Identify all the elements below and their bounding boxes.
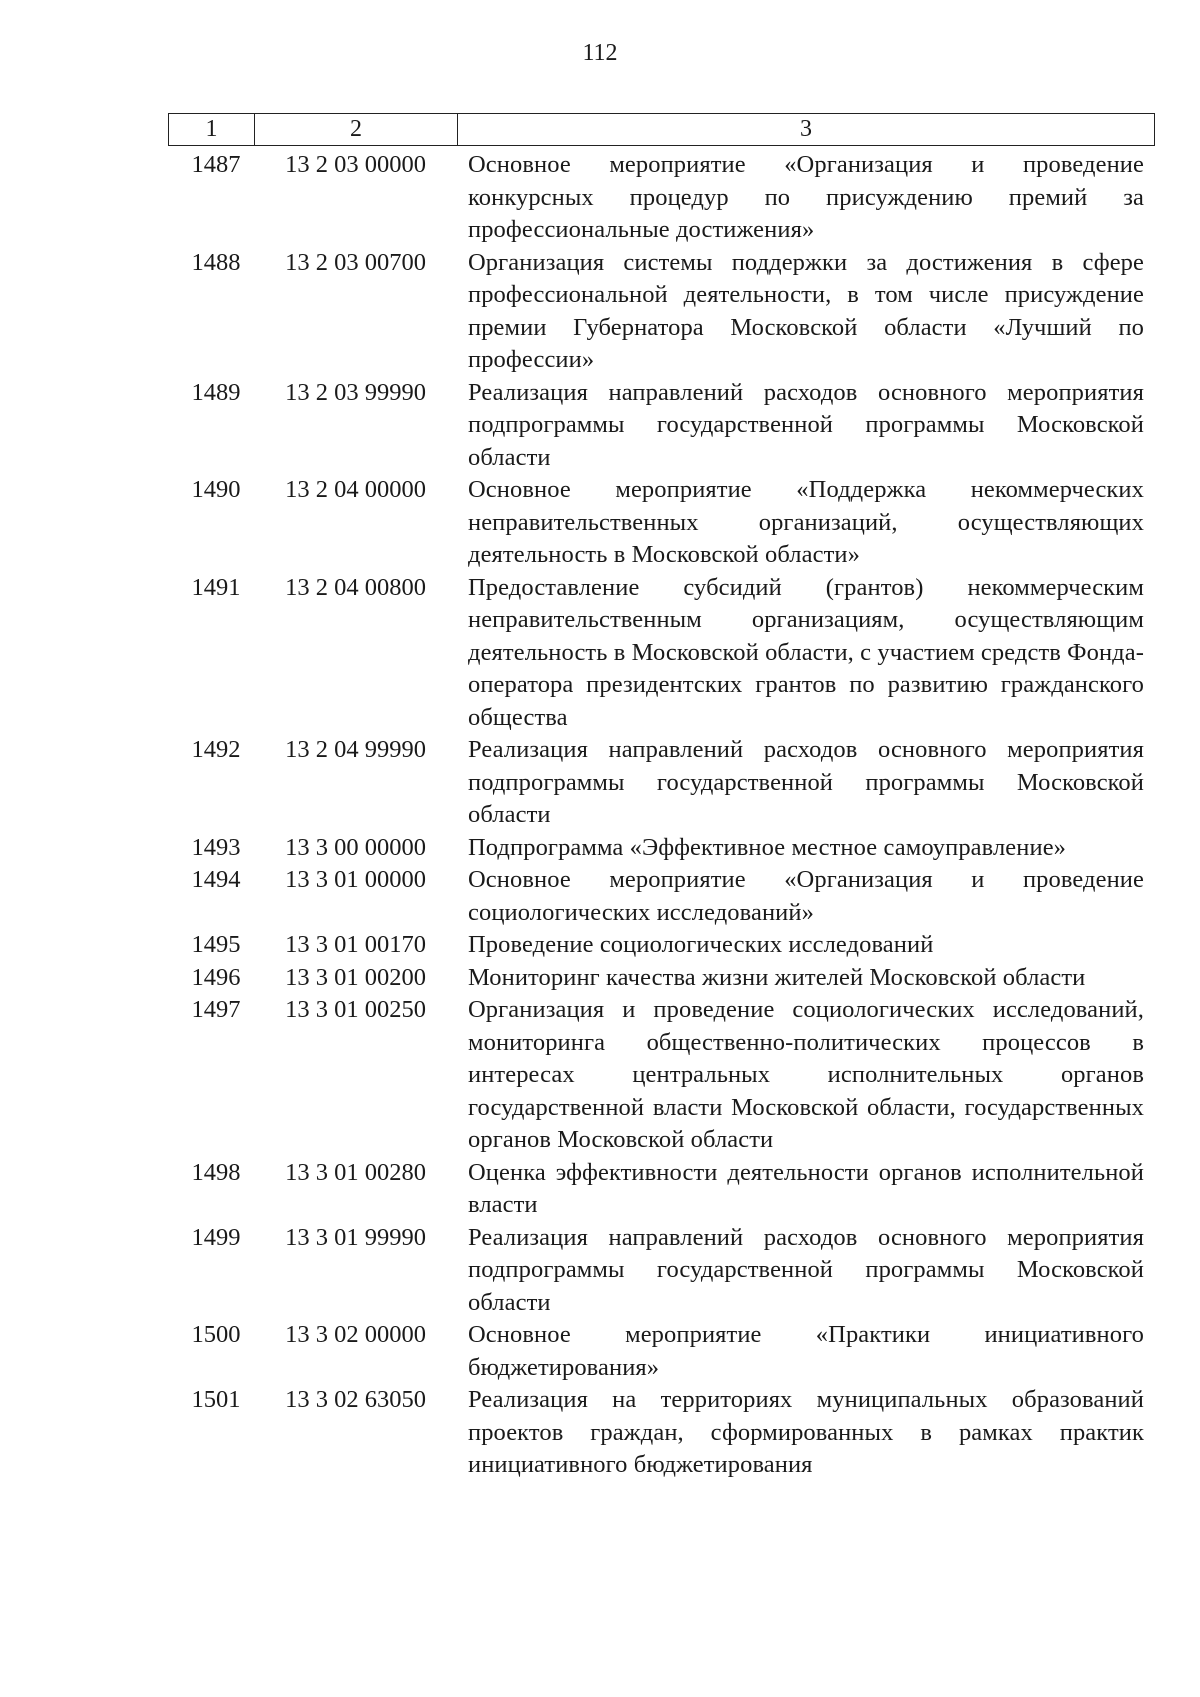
row-number: 1490 [191, 476, 241, 503]
row-code: 13 3 01 00280 [285, 1158, 426, 1186]
row-number: 1501 [191, 1386, 241, 1413]
row-description: Реализация направлений расходов основного мероприятия подпрограммы государственной программы Московской области [468, 1223, 1144, 1316]
row-number: 1487 [191, 151, 241, 178]
row-description: Основное мероприятие «Поддержка некоммерческих неправительственных организаций, осуществляющих деятельность в Московской области» [468, 476, 1144, 568]
row-number: 1496 [191, 963, 241, 991]
table-row [168, 1222, 1155, 1320]
table-row [168, 734, 1155, 832]
row-code: 13 2 04 00800 [285, 573, 426, 601]
row-code: 13 3 00 00000 [285, 833, 426, 861]
row-code: 13 3 02 00000 [285, 1321, 426, 1348]
row-number: 1492 [191, 736, 241, 763]
row-number: 1495 [191, 931, 241, 958]
header-col-2: 2 [255, 114, 458, 145]
row-number: 1499 [191, 1223, 241, 1251]
row-number: 1493 [191, 833, 241, 861]
row-description: Мониторинг качества жизни жителей Московской области [468, 963, 1086, 991]
row-number: 1491 [191, 573, 241, 601]
table-row [168, 994, 1155, 1157]
table-body [168, 149, 1155, 1482]
row-number: 1489 [191, 378, 241, 406]
table-row [168, 929, 1155, 962]
table-row [168, 864, 1155, 929]
row-number: 1498 [191, 1158, 241, 1186]
row-code: 13 3 01 00250 [285, 996, 426, 1023]
row-code: 13 2 03 00700 [285, 248, 426, 276]
row-description: Основное мероприятие «Организация и проведение социологических исследований» [468, 866, 1144, 926]
table-row [168, 572, 1155, 735]
table-row [168, 149, 1155, 247]
row-description: Реализация направлений расходов основного мероприятия подпрограммы государственной программы Московской области [468, 736, 1144, 828]
row-description: Основное мероприятие «Практики инициативного бюджетирования» [468, 1321, 1144, 1381]
row-number: 1488 [191, 248, 241, 276]
header-col-3: 3 [800, 116, 812, 142]
row-description: Предоставление субсидий (грантов) некоммерческим неправительственным организациям, осуществляющим деятельность в Московской области, с участием средств Фонда-оператора президентских грантов по развитию гражданского общества [468, 573, 1144, 731]
row-code: 13 2 03 00000 [285, 151, 426, 178]
row-code: 13 3 01 99990 [285, 1223, 426, 1251]
row-code: 13 2 04 99990 [285, 736, 426, 763]
row-code: 13 3 01 00170 [285, 931, 426, 958]
row-description: Реализация направлений расходов основного мероприятия подпрограммы государственной программы Московской области [468, 378, 1144, 471]
row-description: Подпрограмма «Эффективное местное самоуправление» [468, 833, 1067, 861]
page-number: 112 [582, 40, 618, 66]
table-row [168, 1157, 1155, 1222]
table-row [168, 247, 1155, 377]
table-row [168, 474, 1155, 572]
row-code: 13 2 04 00000 [285, 476, 426, 503]
row-description: Основное мероприятие «Организация и проведение конкурсных процедур по присуждению премий за профессиональные достижения» [468, 151, 1144, 243]
row-description: Организация и проведение социологических исследований, мониторинга общественно-политических процессов в интересах центральных исполнительных органов государственной власти Московской области, государственных органов Московской области [468, 996, 1144, 1153]
row-code: 13 3 02 63050 [285, 1386, 426, 1413]
row-code: 13 2 03 99990 [285, 378, 426, 406]
row-number: 1497 [191, 996, 241, 1023]
table-row [168, 1384, 1155, 1482]
row-code: 13 3 01 00200 [285, 963, 426, 991]
row-description: Оценка эффективности деятельности органов исполнительной власти [468, 1158, 1144, 1218]
header-col-1: 1 [169, 114, 255, 145]
table-row [168, 377, 1155, 475]
table-row [168, 1319, 1155, 1384]
row-number: 1500 [191, 1321, 241, 1348]
row-description: Реализация на территориях муниципальных образований проектов граждан, сформированных в рамках практик инициативного бюджетирования [468, 1386, 1144, 1478]
row-description: Проведение социологических исследований [468, 931, 934, 958]
table-row [168, 832, 1155, 865]
row-code: 13 3 01 00000 [285, 866, 426, 893]
table-header [168, 113, 1155, 146]
row-description: Организация системы поддержки за достижения в сфере профессиональной деятельности, в том числе присуждение премии Губернатора Московской области «Лучший по профессии» [468, 248, 1144, 373]
row-number: 1494 [191, 866, 241, 893]
table-row [168, 962, 1155, 995]
